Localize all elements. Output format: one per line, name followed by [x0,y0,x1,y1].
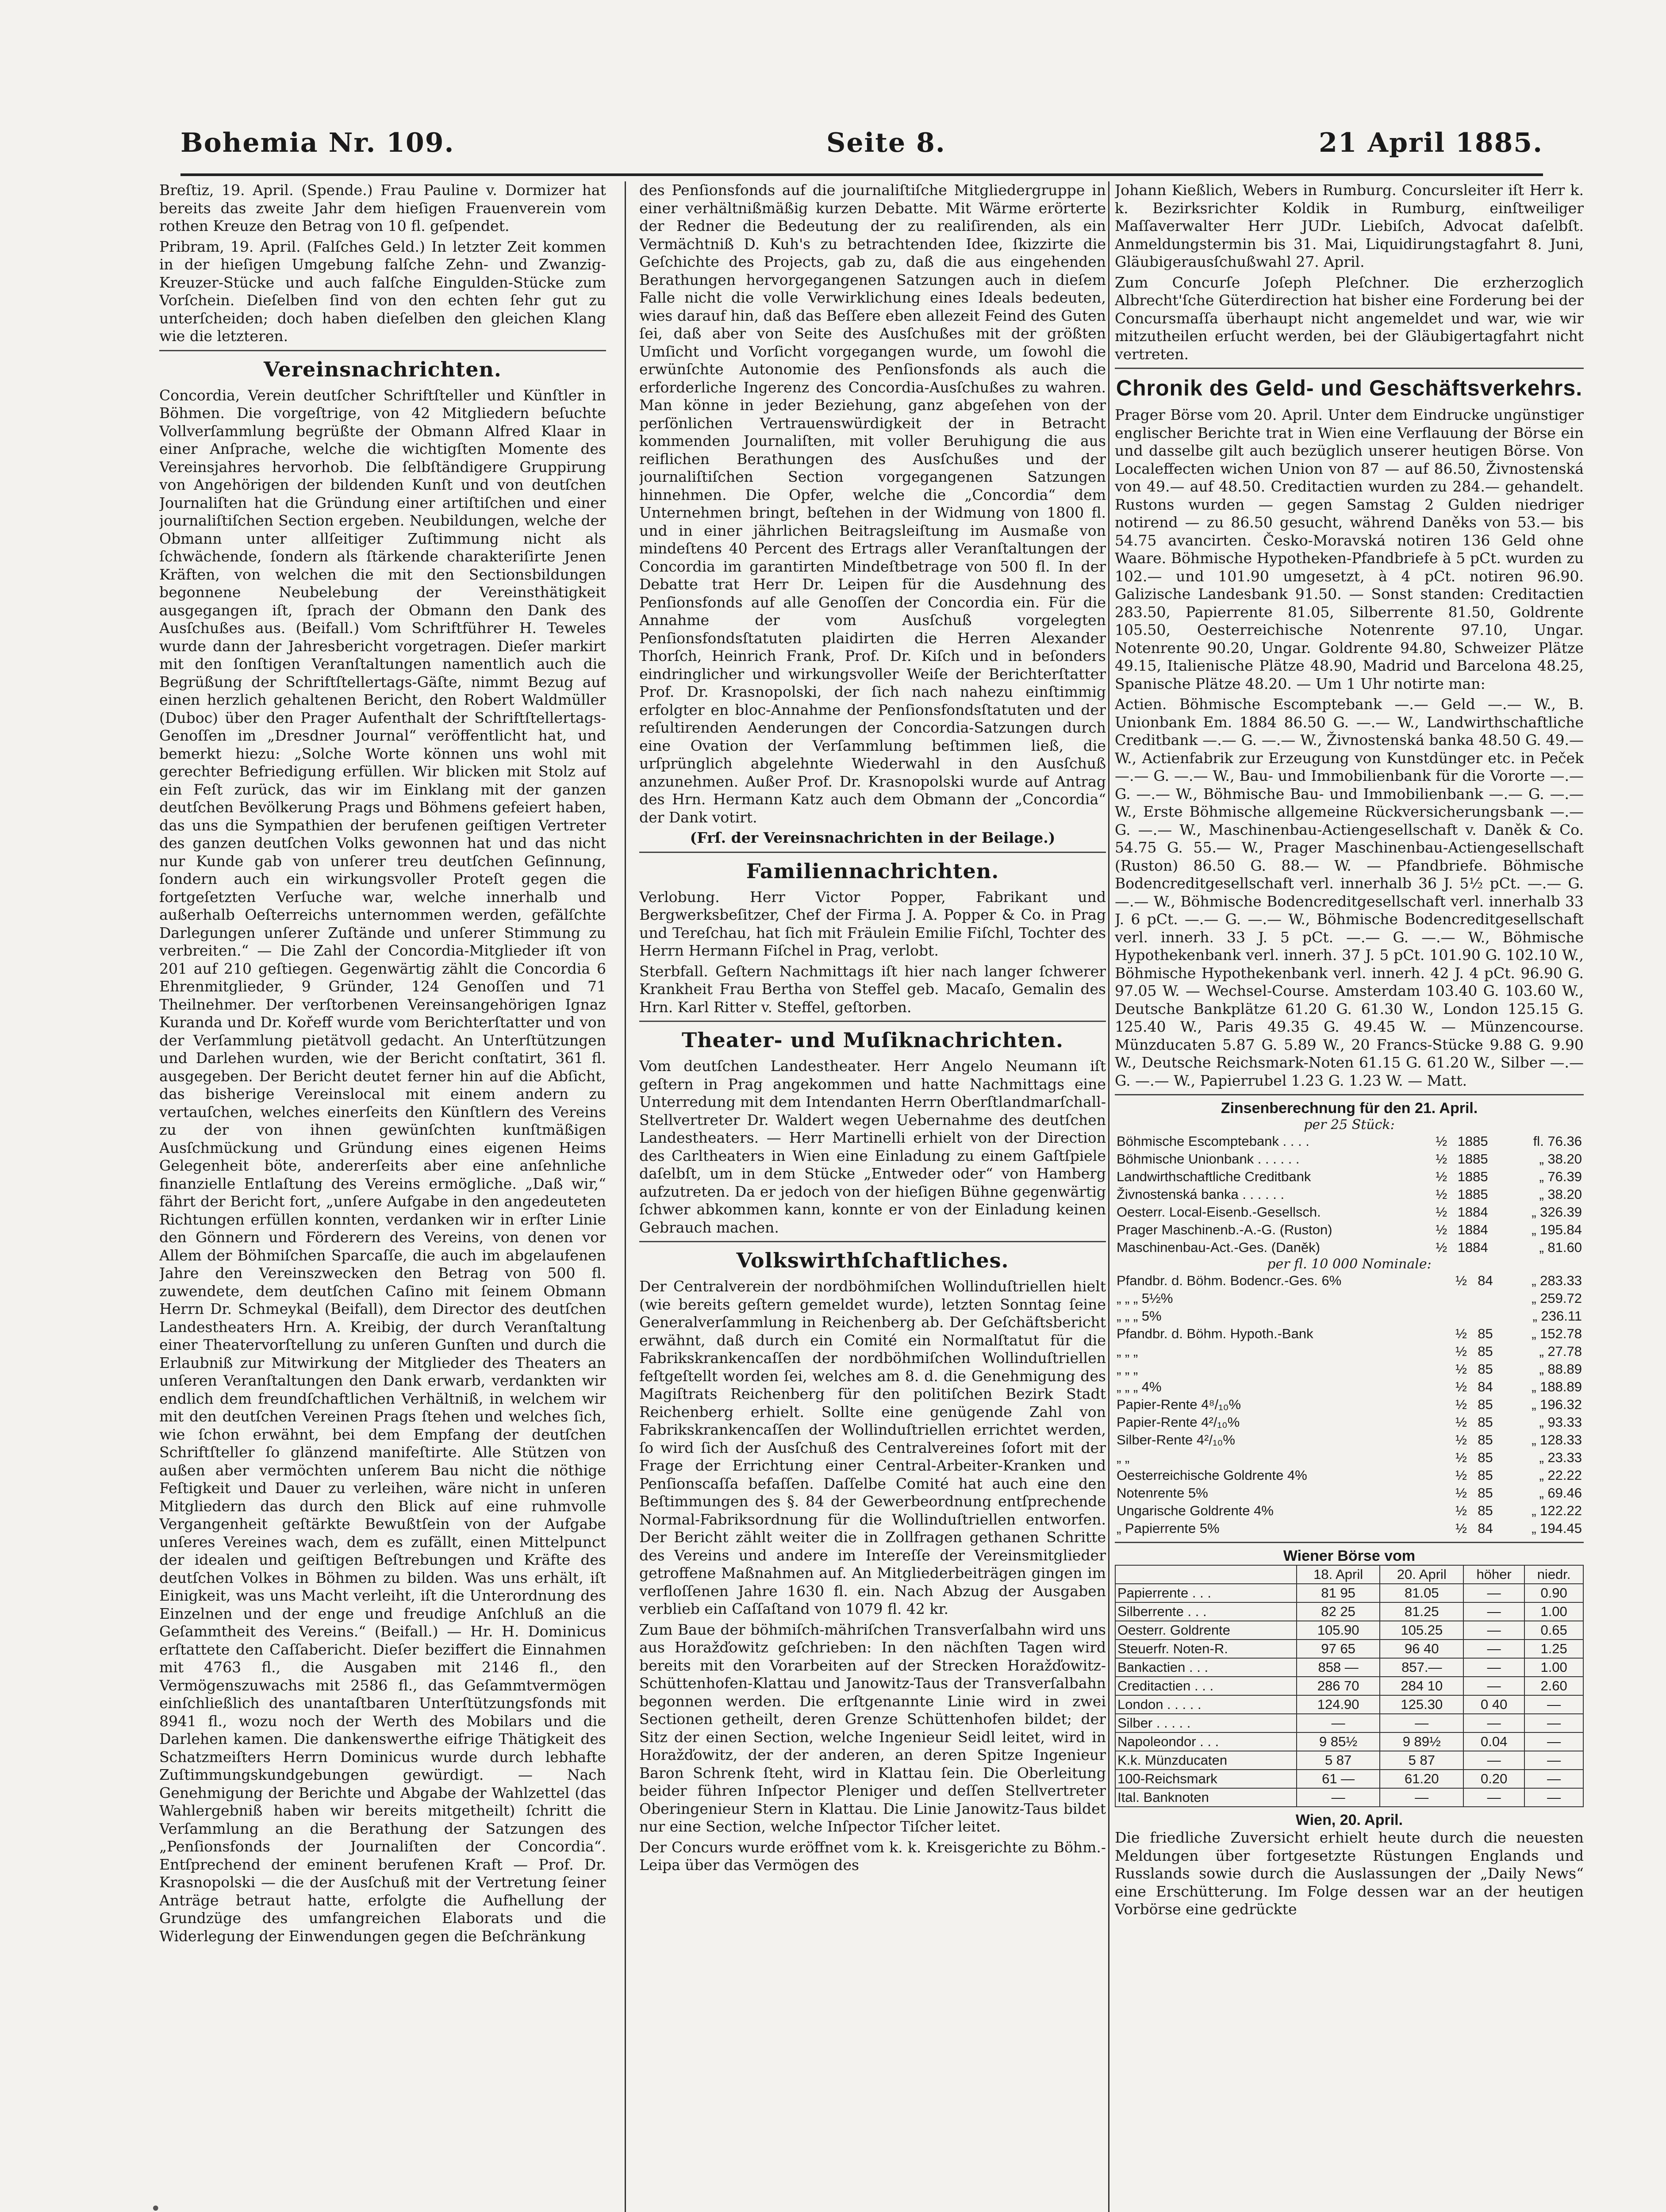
table-cell-year: 85 [1478,1485,1493,1501]
section-divider [639,852,1106,853]
table-cell: Oesterr. Goldrente [1115,1621,1297,1640]
table-cell-frac: ½ [1455,1273,1467,1288]
table-row [1115,1203,1584,1221]
column-2 [639,181,1106,2212]
table-cell-name: Oesterr. Local-Eisenb.-Gesellsch. [1117,1204,1321,1220]
table-cell: 81.05 [1380,1584,1463,1602]
table-cell-name: Prager Maschinenb.-A.-G. (Ruston) [1117,1222,1332,1237]
table-cell: 0.65 [1524,1621,1583,1640]
table-cell-year: 1885 [1457,1169,1488,1184]
table-cell: 2.60 [1524,1677,1583,1695]
page-header [180,123,1543,172]
section-heading-familiennachrichten: Familiennachrichten. [746,859,999,883]
table-cell-val: „ 122.22 [1532,1503,1582,1518]
table-cell: 61.20 [1380,1770,1463,1788]
table-cell: 1.00 [1524,1602,1583,1621]
table-cell-year: 1884 [1457,1222,1488,1237]
table-cell-year: 85 [1478,1414,1493,1430]
section-heading-vereinsnachrichten: Vereinsnachrichten. [264,357,502,381]
table-cell-frac: ½ [1455,1414,1467,1430]
table-cell-year: 85 [1478,1344,1493,1359]
table-cell-name: „ „ „ [1117,1344,1138,1359]
table-cell-year: 1884 [1457,1204,1488,1220]
table-cell-year: 1884 [1457,1240,1488,1255]
table-cell-name: Ungarische Goldrente 4% [1117,1503,1274,1518]
table-cell-name: Landwirthschaftliche Creditbank [1117,1169,1311,1184]
table-cell: — [1463,1621,1524,1640]
table-cell-year: 85 [1478,1432,1493,1448]
table-cell-name: Pfandbr. d. Böhm. Bodencr.-Ges. 6% [1117,1273,1342,1288]
table-cell: Steuerfr. Noten-R. [1115,1640,1297,1658]
table-cell-frac: ½ [1436,1187,1447,1202]
table-cell-name: Oesterreichische Goldrente 4% [1117,1467,1307,1483]
table-cell: Creditactien . . . [1115,1677,1297,1695]
table-header-cell: 18. April [1297,1565,1380,1584]
table-cell: Papierrente . . . [1115,1584,1297,1602]
table-cell-year [1476,1307,1504,1325]
section-divider [1115,1542,1584,1543]
table-cell-val: „ 38.20 [1539,1151,1582,1167]
table-row [1115,1133,1584,1150]
table-cell: 81 95 [1297,1584,1380,1602]
table-cell-year: 85 [1478,1361,1493,1377]
table-row [1115,1467,1584,1484]
article-prager-boerse: Prager Börse vom 20. April. Unter dem Eindrucke ungünstiger englischer Berichte trat in Wien eine Verflauung der Börse ein und dasselbe gilt auch bezüglich unserer heutigen Börse. Von Localeffecten wichen Union von 87 — auf 86.50, Živnostenská von 49.— auf 48.50. Creditactien wurden zu 284.— gehandelt. Rustons wurden — gegen Samstag 2 Gulden niedriger notirend — zu 86.50 gesucht, während Daněks von 53.— bis 54.75 avancirten. Česko-Moravská notiren 136 Geld ohne Waare. Böhmische Hypotheken-Pfandbriefe à 5 pCt. wurden zu 102.— und 101.90 umgesetzt, à 4 pCt. notiren 96.90. Galizische Landesbank 91.50. — Sonst standen: Creditactien 283.50, Papierrente 81.05, Silberrente 81.50, Goldrente 105.50, Oesterreichische Notenrente 97.10, Ungar. Notenrente 90.20, Ungar. Goldrente 94.80, Schweizer Plätze 49.15, Italienische Plätze 48.90, Madrid und Barcelona 48.25, Spanische Plätze 48.20. — Um 1 Uhr notirte man: [1115,406,1584,692]
interest-table-shares [1115,1133,1584,1256]
table-row [1115,1751,1583,1770]
table-cell: — [1463,1658,1524,1677]
section-heading-volkswirthschaftliches: Volkswirthſchaftliches. [736,1248,1009,1272]
table-cell-val: „ 38.20 [1539,1187,1582,1202]
news-item-transversalbahn: Zum Baue der böhmiſch-mähriſchen Transverſalbahn wird uns aus Horažďowitz geſchrieben: In den nächſten Tagen wird bereits mit den Vorarbeiten auf der Strecken Horažďowitz-Schüttenhofen-Klattau und Janowitz-Taus der Transverſalbahn begonnen werden. Die erſtgenannte Linie wird in zwei Sectionen getheilt, deren Grenze Schüttenhofen bildet; der Sitz der einen Section, welche Ingenieur Seidl leitet, wird in Horažďowitz, der der anderen, an deren Spitze Ingenieur Baron Schrenk ſteht, wird in Klattau ſein. Die Oberleitung beider führen Inſpector Pleniger und deſſen Stellvertreter Oberingenieur Stern in Klattau. Die Linie Janowitz-Taus bildet nur eine Section, welche Inſpector Tiſcher leitet. [639,1621,1106,1835]
table-cell-name: Papier-Rente 4²/₁₀% [1117,1414,1240,1430]
table-cell: Ital. Banknoten [1115,1788,1297,1807]
table-cell: 858 — [1297,1658,1380,1677]
news-item-pribram: Pribram, 19. April. (Falſches Geld.) In letzter Zeit kommen in der hieſigen Umgebung falſche Zehn- und Zwanzig-Kreuzer-Stücke und auch falſche Eingulden-Stücke zum Vorſchein. Dieſelben ſind von den echten ſehr gut zu unterſcheiden; doch haben dieſelben den gleichen Klang wie die letzteren. [159,238,606,345]
table-cell-year: 1885 [1457,1187,1488,1202]
news-item-concurs: Der Concurs wurde eröffnet vom k. k. Kreisgerichte zu Böhm.-Leipa über das Vermögen des [639,1838,1106,1874]
table-cell: Bankactien . . . [1115,1658,1297,1677]
news-item-brestiz: Breſtiz, 19. April. (Spende.) Frau Pauline v. Dormizer hat bereits das zweite Jahr dem hieſigen Frauenverein vom rothen Kreuze den Betrag von 10 fl. geſpendet. [159,181,606,234]
section-divider [639,1241,1106,1242]
section-divider [639,1021,1106,1022]
table-row [1115,1290,1584,1307]
table-cell: 81.25 [1380,1602,1463,1621]
table-cell-year [1476,1290,1504,1307]
table-cell-val: „ 76.39 [1539,1169,1582,1184]
table-cell-val: „ 195.84 [1532,1222,1582,1237]
table-cell-frac: ½ [1455,1397,1467,1412]
table-cell-name: Böhmische Escomptebank . . . . [1117,1133,1309,1149]
masthead-title: Bohemia Nr. 109. [180,127,455,158]
table-cell-year: 1885 [1457,1133,1488,1149]
table-row [1115,1502,1584,1520]
table-cell-val: „ 81.60 [1539,1240,1582,1255]
table-cell-frac: ½ [1436,1222,1447,1237]
table-cell-frac: ½ [1455,1326,1467,1341]
table-cell-val: „ 152.78 [1532,1326,1582,1341]
table-cell-frac: ½ [1455,1379,1467,1394]
news-item-centralverein: Der Centralverein der nordböhmiſchen Wollinduſtriellen hielt (wie bereits geſtern gemeldet wurde), letzten Sonntag ſeine Generalverſammlung in Reichenberg ab. Der Geſchäftsbericht erwähnt, daß durch ein Comité ein Normalſtatut für die Fabrikskrankencaſſen der nordböhmiſchen Wollinduſtriellen feſtgeſtellt worden ſei, welches am 8. d. die Genehmigung des Magiſtrats Reichenberg für den politiſchen Bezirk Stadt Reichenberg erhielt. Sollte eine genügende Zahl von Fabrikskrankencaſſen der Wollinduſtriellen errichtet werden, ſo wird ſich der Ausſchuß des Centralvereines ſofort mit der Frage der Errichtung einer Central-Arbeiter-Kranken und Penſionscaſſa befaſſen. Daſſelbe Comité hat auch eine den Beſtimmungen des §. 84 der Gewerbeordnung entſprechende Normal-Fabriksordnung für die Wollinduſtriellen entworfen. Der Bericht zählt weiter die in Zollfragen gethanen Schritte des Vereins und andere im Intereſſe der Vereinsmitglieder getroffene Maßnahmen auf. An Mitgliederbeiträgen gingen im verfloſſenen Jahre 1630 fl. ein. Nach Abzug der Ausgaben verblieb ein Caſſaſtand von 1079 fl. 42 kr. [639,1278,1106,1617]
table-cell: — [1463,1788,1524,1807]
table-cell-frac: ½ [1436,1169,1447,1184]
table-cell-frac [1454,1307,1476,1325]
table-cell-frac: ½ [1455,1503,1467,1518]
issue-date: 21 April 1885. [1319,127,1543,158]
table-row [1115,1343,1584,1360]
table-header-cell: höher [1463,1565,1524,1584]
table-cell: 0.04 [1463,1732,1524,1751]
table-cell: — [1524,1770,1583,1788]
section-heading-theater: Theater- und Muſiknachrichten. [681,1028,1063,1052]
table-cell: — [1463,1640,1524,1658]
table-cell-name: „ „ „ 5% [1117,1308,1162,1324]
header-rule [180,173,1543,176]
table-cell-year: 85 [1478,1326,1493,1341]
continuation-note: (Frſ. der Vereinsnachrichten in der Beilage.) [690,829,1056,846]
table-cell: 96 40 [1380,1640,1463,1658]
table-row [1115,1360,1584,1378]
table-row [1115,1732,1583,1751]
table-cell-val: „ 259.72 [1532,1290,1582,1306]
table-cell: 82 25 [1297,1602,1380,1621]
table-cell-frac [1454,1290,1476,1307]
table-cell-frac: ½ [1455,1467,1467,1483]
page-number: Seite 8. [826,127,946,158]
table-row [1115,1695,1583,1714]
table-cell-frac: ½ [1436,1151,1447,1167]
table-cell: — [1524,1714,1583,1732]
table-row [1115,1714,1583,1732]
table-cell-name: Živnostenská banka . . . . . . [1117,1187,1285,1202]
table-cell: 9 85½ [1297,1732,1380,1751]
table-cell-frac: ½ [1455,1344,1467,1359]
table-cell-name: „ „ „ [1117,1361,1138,1377]
table-cell: — [1524,1751,1583,1770]
table-cell-frac: ½ [1455,1432,1467,1448]
table-cell-val: „ 93.33 [1539,1414,1582,1430]
section-heading-chronik: Chronik des Geld- und Geschäftsverkehrs. [1116,376,1583,400]
table-row [1115,1186,1584,1203]
table-cell-name: Papier-Rente 4⁸/₁₀% [1117,1397,1241,1412]
vienna-report-text: Die friedliche Zuversicht erhielt heute durch die neuesten Meldungen über fortgesetzte Rüstungen Englands und Russlands sowie durch die Auslassungen der „Daily News“ eine Erschütterung. Im Folge dessen war an der heutigen Vorbörse eine gedrückte [1115,1829,1584,1918]
table-row [1115,1325,1584,1343]
table-cell-year: 84 [1478,1273,1493,1288]
table-row [1115,1640,1583,1658]
news-item-verlobung: Verlobung. Herr Victor Popper, Fabrikant und Bergwerksbeſitzer, Chef der Firma J. A. Popper & Co. in Prag und Tereſchau, hat ſich mit Fräulein Emilie Fiſchl, Tochter des Herrn Hermann Fiſchel in Prag, verlobt. [639,888,1106,959]
news-item-kiesslich: Johann Kießlich, Webers in Rumburg. Concursleiter iſt Herr k. k. Bezirksrichter Koldik in Rumburg, einſtweiliger Maſſaverwalter Herr JUDr. Liebiſch, Advocat daſelbſt. Anmeldungstermin bis 31. Mai, Liquidirungstagfahrt 8. Juni, Gläubigerausſchußwahl 27. April. [1115,181,1584,270]
vienna-report-title: Wien, 20. April. [1295,1812,1403,1828]
table-cell-year: 1885 [1457,1151,1488,1167]
table-cell-frac: ½ [1455,1450,1467,1465]
table-cell: — [1380,1714,1463,1732]
table-row [1115,1396,1584,1413]
column-1 [159,181,606,2212]
article-concordia: Concordia, Verein deutſcher Schriftſteller und Künſtler in Böhmen. Die vorgeſtrige, von 42 Mitgliedern beſuchte Vollverſammlung begrüßte der Obmann Alfred Klaar in einer Anſprache, welche die wichtigſten Momente des Vereinsjahres hervorhob. Die ſelbſtändigere Gruppirung von Angehörigen der bildenden Kunſt und von deutſchen Journaliſten hat die Gründung einer artiſtiſchen und einer journaliſtiſchen Section ergeben. Neubildungen, welche der Obmann unter allſeitiger Zuſtimmung nicht als ſchwächende, ſondern als ſtärkende charakteriſirte Jenen Kräften, von welchen die mit den Sectionsbildungen begonnene Neubelebung der Vereinsthätigkeit ausgegangen iſt, ſprach der Obmann den Dank des Ausſchußes aus. (Beifall.) Vom Schriftführer H. Teweles wurde dann der Jahresbericht vorgetragen. Dieſer markirt mit den ſonſtigen Veranſtaltungen namentlich auch die Begrüßung der Schriftſtellertags-Gäſte, nimmt Bezug auf einen herzlich gehaltenen Bericht, den Robert Waldmüller (Duboc) über den Prager Aufenthalt der Schriftſtellertags-Genoſſen im „Dresdner Journal“ veröffentlicht hat, und bemerkt hiezu: „Solche Worte können uns wohl mit gerechter Befriedigung erfüllen. Wir blicken mit Stolz auf ein Feſt zurück, das wir im Einklang mit der ganzen deutſchen Bevölkerung Prags und Böhmens gefeiert haben, das uns die Sympathien der berufenen geiſtigen Vertreter des ganzen deutſchen Volks gewonnen hat und das nicht nur Kunde gab von unſerer treu deutſchen Geſinnung, ſondern auch ein wirkungsvoller Proteſt gegen die fortgeſetzten Verſuche war, welche innerhalb und außerhalb Oeſterreichs unternommen werden, gefälſchte Darlegungen unſerer Zuſtände und unſerer Stimmung zu verbreiten.“ — Die Zahl der Concordia-Mitglieder iſt von 201 auf 210 geſtiegen. Gegenwärtig zählt die Concordia 6 Ehrenmitglieder, 9 Gründer, 124 Genoſſen und 71 Theilnehmer. Der verſtorbenen Vereinsangehörigen Ignaz Kuranda und Dr. Kořeff wurde vom Berichterſtatter und von der Verſammlung pietätvoll gedacht. An Unterſtützungen und Darlehen wurden, wie der Bericht conſtatirt, 361 fl. ausgegeben. Der Bericht deutet ferner hin auf die Abſicht, das bisherige Vereinslocal mit einem andern zu vertauſchen, welches einerſeits den Künſtlern des Vereins zu der von ihnen gewünſchten kunſtmäßigen Ausſchmückung und Gründung eines eigenen Heims Gelegenheit böte, andererſeits aber eine anſehnliche finanzielle Entlaſtung des Vereins ermögliche. „Daß wir,“ fährt der Bericht fort, „unſere Aufgabe in den angedeuteten Richtungen erfüllen konnten, verdanken wir in erſter Linie den Gönnern und Förderern des Vereins, von denen vor Allem der Böhmiſchen Sparcaſſe, die auch im abgelaufenen Jahre den Vereinszwecken den Betrag von 500 fl. zuwendete, dem deutſchen Caſino mit ſeinem Obmann Herrn Dr. Schmeykal (Beifall), dem Director des deutſchen Landestheaters Hrn. A. Kreibig, der durch Veranſtaltung einer Theatervorſtellung zu unſeren Gunſten und durch die Erlaubniß zur Mitwirkung der Mitglieder des Theaters an unſeren Veranſtaltungen den Dank erwarb, verdankten wir endlich dem freundſchaftlichen Verhältniß, in welchem wir mit den deutſchen Vereinen Prags ſtehen und welches ſich, wie ſchon erwähnt, bei dem Empfang der deutſchen Schriftſteller ſo glänzend manifeſtirte. Alle Stützen von außen aber vermöchten unſerem Bau nicht die nöthige Feſtigkeit und Dauer zu verleihen, wäre nicht in unſeren Mitgliedern das durch den Blick auf eine ruhmvolle Vergangenheit geſtärkte Bewußtſein von der Aufgabe unſeres Vereines wach, dem es zufällt, einen Mittelpunct der idealen und geiſtigen Beſtrebungen und Kräfte des deutſchen Volkes in Böhmen zu bilden. Was uns erhält, iſt Einigkeit, was uns Macht verleiht, iſt die Unterordnung des Einzelnen und der enge und freudige Anſchluß an die Geſammtheit des Vereins.“ (Beifall.) — Hr. H. Dominicus erſtattete den Caſſabericht. Dieſer beziffert die Einnahmen mit 4763 fl., die Ausgaben mit 2146 fl., den Vermögenszuwachs mit 2586 fl., das Geſammtvermögen einſchließlich des unantaſtbaren Unterſtützungsfonds mit 8941 fl., wozu noch der Werth des Mobilars und die Darlehen kamen. Die dankenswerthe eifrige Thätigkeit des Schatzmeiſters Herrn Dominicus wurde durch lebhafte Zuſtimmungskundgebungen gewürdigt. — Nach Genehmigung der Berichte und Abgabe der Wahlzettel (das Wahlergebniß haben wir bereits mitgetheilt) ſchritt die Verſammlung an die Berathung der Satzungen des „Penſionsfonds der Journaliſten der Concordia“. Entſprechend der eminent berufenen Kraft — Prof. Dr. Krasnopolski — die der Ausſchuß mit der Vertretung ſeiner Anträge betraut hatte, erfolgte die Aufhellung der Grundzüge des umfangreichen Elaborats und die Widerlegung der Einwendungen gegen die Beſchränkung [159,386,606,1945]
table-cell: 0.90 [1524,1584,1583,1602]
column-3 [1115,181,1584,2212]
table-cell: — [1297,1714,1380,1732]
table-cell-val: „ 188.89 [1532,1379,1582,1394]
table-cell-val: „ 22.22 [1539,1467,1582,1483]
column-divider [625,181,626,2212]
news-item-sterbfall: Sterbfall. Geſtern Nachmittags iſt hier nach langer ſchwerer Krankheit Frau Bertha von Steffel geb. Macaſo, Gemalin des Hrn. Karl Ritter v. Steffel, geſtorben. [639,962,1106,1016]
table-cell: 105.25 [1380,1621,1463,1640]
table-row [1115,1150,1584,1168]
table-cell: — [1524,1788,1583,1807]
table-cell-year: 84 [1478,1521,1493,1536]
table-header-row [1115,1565,1583,1584]
table-cell-frac: ½ [1436,1204,1447,1220]
section-divider [159,350,606,351]
table-row [1115,1221,1584,1239]
table-cell: — [1463,1602,1524,1621]
table-row [1115,1788,1583,1807]
table-cell-year: 85 [1478,1503,1493,1518]
article-concordia-continued: des Penſionsfonds auf die journaliſtiſche Mitgliedergruppe in einer verhältnißmäßig kurzen Debatte. Mit Wärme erörterte der Redner die Bedeutung der zu realiſirenden, als ein Vermächtniß D. Kuh's zu betrachtenden Idee, ſkizzirte die Geſchichte des Projects, gab zu, daß die aus eingehenden Berathungen hervorgegangenen Satzungen auch in dieſem Falle nicht die volle Verwirklichung eines Ideals bedeuten, wies darauf hin, daß das Beſſere eben allezeit Feind des Guten ſei, daß aber von Seite des Ausſchußes mit der größten Umſicht und Vorſicht vorgegangen wurde, um ſowohl die erwünſchte Autonomie des Penſionsfonds als auch die erforderliche Ingerenz des Concordia-Ausſchußes zu wahren. Man könne in jeder Beziehung, ganz abgeſehen von der perſönlichen Vertrauenswürdigkeit der in Betracht kommenden Journaliſten, mit voller Beruhigung die aus reiflichen Berathungen des Ausſchußes und der journaliſtiſchen Section vorgegangenen Satzungen hinnehmen. Die Opfer, welche die „Concordia“ dem Unternehmen bringt, beſtehen in der Widmung von 1800 fl. und in einer jährlichen Beitragsleiſtung im Ausmaße von mindeſtens 40 Percent des Ertrags aller Veranſtaltungen der Concordia im garantirten Mindeſtbetrage von 500 fl. In der Debatte trat Herr Dr. Leipen für die Ausdehnung des Penſionsfonds auf alle Genoſſen der Concordia ein. Für die Annahme der vom Ausſchuß vorgelegten Penſionsfondsſtatuten plaidirten die Herren Alexander Thorſch, Heinrich Frank, Prof. Dr. Kiſch und in beſonders eindringlicher und wirkungsvoller Weiſe der Berichterſtatter Prof. Dr. Krasnopolski, der ſich nach nahezu einſtimmig erfolgter en bloc-Annahme der Penſionsfondsſtatuten und der reſultirenden Aenderungen der Concordia-Satzungen durch eine Ovation der Verſammlung beſtimmen ließ, die urſprünglich abgelehnte Wiederwahl in den Ausſchuß anzunehmen. Außer Prof. Dr. Krasnopolski wurde auf Antrag des Hrn. Hermann Katz auch dem Obmann der „Concordia“ der Dank votirt. [639,181,1106,826]
table-cell-name: „ „ [1117,1450,1130,1465]
interest-table-subtitle: per 25 Stück: [1304,1117,1395,1133]
table-cell-frac: ½ [1455,1521,1467,1536]
table-cell-frac: ½ [1455,1485,1467,1501]
interest-table-bonds [1115,1272,1584,1537]
table-cell: 0 40 [1463,1695,1524,1714]
table-cell: 97 65 [1297,1640,1380,1658]
table-cell-val: „ 236.11 [1532,1308,1582,1324]
table-row [1115,1484,1584,1502]
table-row [1115,1449,1584,1467]
vienna-exchange-table [1115,1565,1584,1807]
table-cell: — [1463,1714,1524,1732]
table-cell-name: Silber-Rente 4²/₁₀% [1117,1432,1235,1448]
table-cell: London . . . . . [1115,1695,1297,1714]
table-row [1115,1602,1583,1621]
table-cell-val: fl. 76.36 [1533,1133,1582,1149]
table-header-cell: 20. April [1380,1565,1463,1584]
section-divider [1115,368,1584,369]
table-cell: 105.90 [1297,1621,1380,1640]
table-cell: — [1524,1695,1583,1714]
table-cell: 1.00 [1524,1658,1583,1677]
table-cell: — [1463,1751,1524,1770]
table-cell: K.k. Münzducaten [1115,1751,1297,1770]
table-row [1115,1272,1584,1290]
table-cell: 0.20 [1463,1770,1524,1788]
table-cell-val: „ 326.39 [1532,1204,1582,1220]
table-cell-name: „ „ „ 5½% [1117,1290,1173,1306]
table-cell-frac: ½ [1436,1133,1447,1149]
table-cell-val: „ 27.78 [1539,1344,1582,1359]
table-cell-val: „ 194.45 [1532,1521,1582,1536]
table-cell-val: „ 23.33 [1539,1450,1582,1465]
table-row [1115,1621,1583,1640]
table-row [1115,1770,1583,1788]
news-item-pleschner: Zum Concurſe Joſeph Pleſchner. Die erzherzoglich Albrecht'ſche Güterdirection hat bisher eine Forderung bei der Concursmaſſa überhaupt nicht angemeldet und war, wie wir mitzutheilen erſucht werden, bei der Gläubigertagfahrt nicht vertreten. [1115,273,1584,363]
table-cell-frac: ½ [1455,1361,1467,1377]
table-row [1115,1378,1584,1396]
table-cell-val: „ 196.32 [1532,1397,1582,1412]
table-cell-year: 85 [1478,1397,1493,1412]
table-cell: 9 89½ [1380,1732,1463,1751]
table-header-cell: niedr. [1524,1565,1583,1584]
table-cell-name: Pfandbr. d. Böhm. Hypoth.-Bank [1117,1326,1313,1341]
table-cell: 286 70 [1297,1677,1380,1695]
table-cell-name: Notenrente 5% [1117,1485,1208,1501]
table-cell-year: 84 [1478,1379,1493,1394]
table-cell-val: „ 128.33 [1532,1432,1582,1448]
table-row [1115,1431,1584,1449]
table-cell-frac: ½ [1436,1240,1447,1255]
vienna-exchange-title: Wiener Börse vom [1283,1548,1416,1564]
table-cell: 125.30 [1380,1695,1463,1714]
table-cell: — [1380,1788,1463,1807]
table-cell: — [1463,1584,1524,1602]
table-row [1115,1658,1583,1677]
table-cell-name: Böhmische Unionbank . . . . . . [1117,1151,1300,1167]
table-header-cell [1115,1565,1297,1584]
table-cell: 124.90 [1297,1695,1380,1714]
table-cell: 5 87 [1297,1751,1380,1770]
table-row [1115,1413,1584,1431]
column-divider [1108,181,1109,2212]
table-cell: — [1297,1788,1380,1807]
page-mark: • [150,2199,161,2212]
table-cell-val: „ 88.89 [1539,1361,1582,1377]
table-row [1115,1677,1583,1695]
table-cell: — [1524,1732,1583,1751]
interest-table-subtitle-2: per fl. 10 000 Nominale: [1267,1256,1432,1272]
table-cell-name: „ „ „ 4% [1117,1379,1162,1394]
table-cell: Silberrente . . . [1115,1602,1297,1621]
table-cell-name: „ Papierrente 5% [1117,1521,1220,1536]
table-row [1115,1520,1584,1537]
section-divider [1115,1094,1584,1095]
table-cell: Silber . . . . . [1115,1714,1297,1732]
table-cell: 5 87 [1380,1751,1463,1770]
table-cell: 100-Reichsmark [1115,1770,1297,1788]
article-course-list: Actien. Böhmische Escomptebank —.— Geld —.— W., B. Unionbank Em. 1884 86.50 G. —.— W., Landwirthschaftliche Creditbank —.— G. —.— W., Živnostenská banka 48.50 G. 49.— W., Actienfabrik zur Erzeugung von Kunstdünger etc. in Peček —.— G. —.— W., Bau- und Immobilienbank für die Vororte —.— G. —.— W., Böhmische Bau- und Immobilienbank —.— G. —.— W., Erste Böhmische allgemeine Rückversicherungsbank —.— G. —.— W., Maschinenbau-Actiengesellschaft v. Daněk & Co. 54.75 G. 55.— W., Prager Maschinenbau-Actiengesellschaft (Ruston) 86.50 G. 88.— W. — Pfandbriefe. Böhmische Bodencreditgesellschaft verl. innerhalb 36 J. 5½ pCt. —.— G. —.— W., Böhmische Bodencreditgesellschaft verl. innerhalb 33 J. 6 pCt. —.— G. —.— W., Böhmische Bodencreditgesellschaft verl. innerh. 33 J. 5 pCt. —.— G. —.— W., Böhmische Hypothekenbank verl. innerh. 37 J. 5 pCt. 101.90 G. 102.10 W., Böhmische Hypothekenbank verl. innerh. 42 J. 4 pCt. 96.90 G. 97.05 W. — Wechsel-Course. Amsterdam 103.40 G. 103.60 W., Deutsche Bankplätze 61.20 G. 61.30 W., London 125.15 G. 125.40 W., Paris 49.35 G. 49.45 W. — Münzencourse. Münzducaten 5.87 G. 5.89 W., 20 Francs-Stücke 9.88 G. 9.90 W., Deutsche Reichsmark-Noten 61.15 G. 61.20 W., Silber —.— G. —.— W., Papierrubel 1.23 G. 1.23 W. — Matt. [1115,695,1584,1089]
table-cell-val: „ 69.46 [1539,1485,1582,1501]
table-cell-year: 85 [1478,1467,1493,1483]
table-cell: Napoleondor . . . [1115,1732,1297,1751]
table-cell-year: 85 [1478,1450,1493,1465]
interest-table-title: Zinsenberechnung für den 21. April. [1221,1100,1478,1117]
table-row [1115,1168,1584,1186]
table-cell: 284 10 [1380,1677,1463,1695]
table-cell: 1.25 [1524,1640,1583,1658]
table-cell: 857.— [1380,1658,1463,1677]
news-item-landestheater: Vom deutſchen Landestheater. Herr Angelo Neumann iſt geſtern in Prag angekommen und hatte Nachmittags eine Unterredung mit dem Intendanten Herrn Oberſtlandmarſchall-Stellvertreter Dr. Waldert wegen Uebernahme des deutſchen Landestheaters. — Herr Martinelli erhielt von der Direction des Carltheaters in Wien eine Einladung zu einem Gaſtſpiele daſelbſt, um in dem Stücke „Entweder oder“ von Hamberg aufzutreten. Da er jedoch von der hieſigen Bühne gegenwärtig ſchwer abkommen kann, konnte er von der Einladung keinen Gebrauch machen. [639,1057,1106,1236]
table-row [1115,1307,1584,1325]
table-cell: 61 — [1297,1770,1380,1788]
table-cell-val: „ 283.33 [1532,1273,1582,1288]
table-row [1115,1584,1583,1602]
table-row [1115,1239,1584,1256]
table-cell: — [1463,1677,1524,1695]
table-cell-name: Maschinenbau-Act.-Ges. (Daněk) [1117,1240,1321,1255]
